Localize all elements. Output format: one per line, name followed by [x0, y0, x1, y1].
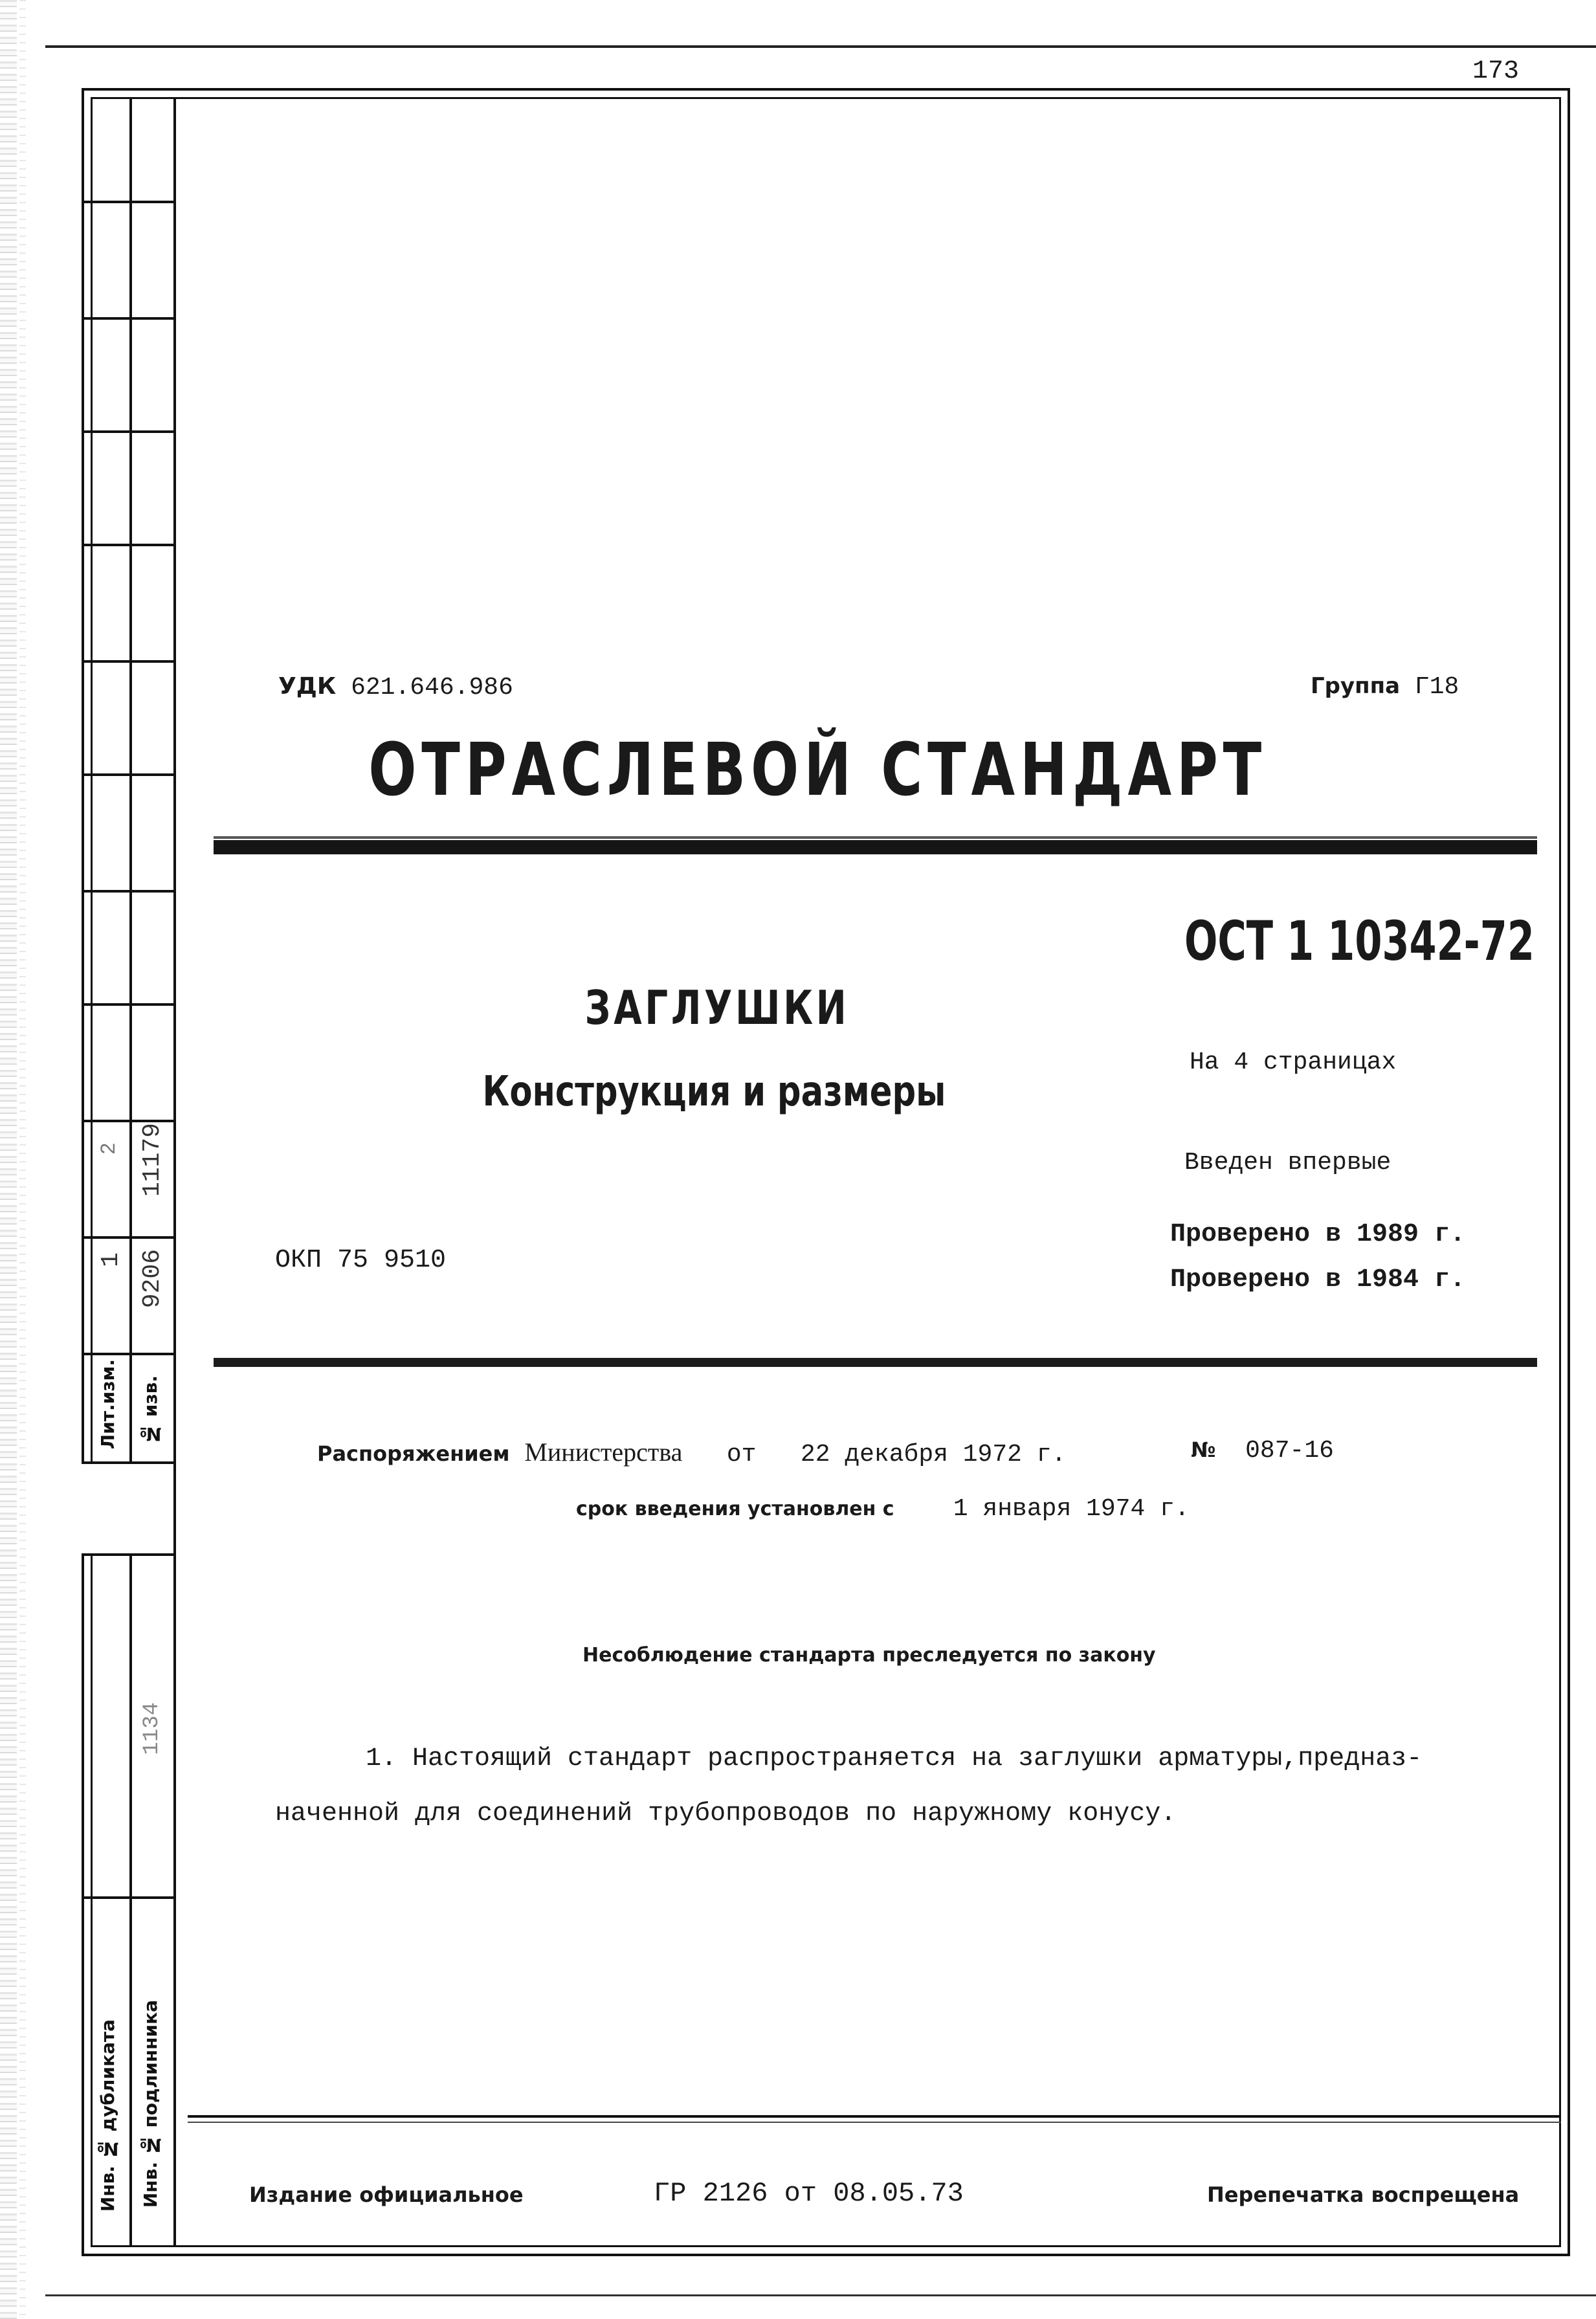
order-from: от: [726, 1441, 757, 1469]
order-label: Распоряжением: [317, 1441, 510, 1466]
udk-value: 621.646.986: [351, 674, 513, 702]
stamp-row-line: [82, 1553, 173, 1556]
stamp-column-divider: [129, 1553, 132, 2247]
order-date: 22 декабря 1972 г.: [800, 1441, 1067, 1469]
group-label: Группа: [1311, 673, 1401, 699]
document-name: ЗАГЛУШКИ: [584, 981, 850, 1035]
udk-line: [278, 673, 513, 702]
stamp-gap: [82, 1463, 84, 1553]
order-number: 087-16: [1245, 1437, 1334, 1465]
bottom-rule: [45, 2294, 1596, 2296]
stamp-lit-izm-label: Лит.изм.: [97, 1359, 118, 1450]
order-number-line: [1191, 1437, 1334, 1465]
footer-rule: [188, 2115, 1561, 2118]
scan-edge-artifact: [19, 0, 26, 2319]
footer-rule: [188, 2122, 1561, 2123]
page-number: 173: [1472, 57, 1520, 86]
okp-code: ОКП 75 9510: [275, 1246, 447, 1275]
stamp-row-line: [82, 1236, 173, 1239]
order-line: [317, 1437, 1066, 1469]
order-number-label: №: [1191, 1437, 1216, 1462]
checked-note: Проверено в 1984 г.: [1170, 1265, 1466, 1294]
order-issuer: Министерства: [524, 1437, 683, 1467]
stamp-row-line: [82, 1461, 173, 1464]
stamp-inv-podl-value: 1134: [140, 1702, 164, 1755]
scan-edge-artifact: [0, 0, 17, 2319]
paragraph-line: 1. Настоящий стандарт распространяется на заглушки арматуры,предназ-: [366, 1744, 1423, 1773]
stamp-row-line: [82, 201, 173, 203]
stamp-inv-dubl-label: Инв. № дубликата: [97, 2019, 118, 2212]
intro-date-line: [576, 1495, 1190, 1523]
stamp-row-line: [82, 317, 173, 320]
stamp-row-line: [82, 890, 173, 893]
footer-gr: ГР 2126 от 08.05.73: [654, 2178, 964, 2209]
stamp-lit-value: 1: [97, 1252, 125, 1267]
top-rule: [45, 45, 1596, 48]
group-line: [1311, 673, 1459, 701]
stamp-no-izv-label: № изв.: [140, 1375, 161, 1445]
page-count: На 4 страницах: [1190, 1049, 1397, 1076]
document-title: ОТРАСЛЕВОЙ СТАНДАРТ: [368, 728, 1267, 812]
stamp-gap: [82, 1463, 173, 1553]
stamp-column-divider: [173, 97, 176, 2247]
stamp-row-line: [82, 660, 173, 663]
group-value: Г18: [1414, 673, 1459, 701]
paragraph-line: наченной для соединений трубопроводов по наружному конусу.: [275, 1799, 1177, 1828]
checked-note: Проверено в 1989 г.: [1170, 1220, 1466, 1249]
intro-date-label: срок введения установлен с: [576, 1498, 894, 1520]
introduced-note: Введен впервые: [1184, 1149, 1391, 1177]
udk-label: УДК: [278, 673, 337, 700]
section-rule: [214, 1358, 1537, 1367]
stamp-column-divider: [129, 97, 132, 1463]
stamp-row-line: [82, 773, 173, 776]
stamp-lit-value: 2: [97, 1142, 121, 1155]
stamp-row-line: [82, 544, 173, 546]
footer-official: Издание официальное: [249, 2182, 524, 2207]
stamp-izv-value: 11179: [139, 1123, 166, 1197]
document-subtitle: Конструкция и размеры: [482, 1068, 946, 1116]
law-note: Несоблюдение стандарта преследуется по закону: [582, 1644, 1156, 1667]
stamp-izv-value: 9206: [139, 1249, 166, 1309]
stamp-row-line: [82, 430, 173, 433]
footer-reprint: Перепечатка воспрещена: [1207, 2182, 1520, 2207]
stamp-row-line: [82, 1353, 173, 1355]
stamp-row-line: [82, 1120, 173, 1122]
intro-date: 1 января 1974 г.: [953, 1495, 1190, 1523]
document-name-row: [0, 981, 1596, 1035]
stamp-row-line: [82, 1896, 173, 1899]
stamp-inv-podl-label: Инв. № подлинника: [140, 2000, 161, 2208]
title-rule: [214, 840, 1537, 854]
standard-code: ОСТ 1 10342-72: [1184, 909, 1535, 973]
